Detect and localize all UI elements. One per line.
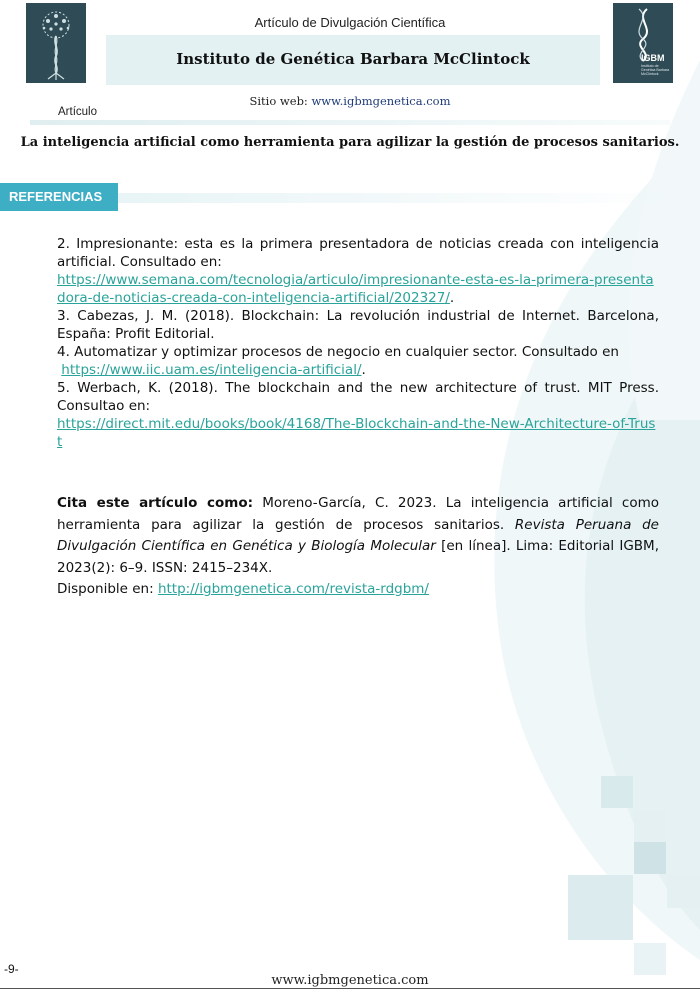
header-divider <box>30 120 670 125</box>
reference-after: . <box>361 362 366 378</box>
right-logo-subtext: Instituto de Genética Barbara McClintock <box>641 64 670 76</box>
citation-available-label: Disponible en: <box>57 581 158 597</box>
reference-item <box>57 235 659 307</box>
citation-text-2: [en línea]. Lima: Editorial IGBM, 2023(2): 6–9. ISSN: 2415–234X. <box>57 538 659 576</box>
section-label-references: REFERENCIAS <box>0 183 118 211</box>
reference-item <box>57 307 659 343</box>
website-link[interactable]: www.igbmgenetica.com <box>311 94 451 108</box>
page-number: -9- <box>4 962 19 976</box>
citation-text-1: Moreno-García, C. 2023. La inteligencia artificial como herramienta para agilizar la gestión de procesos sanitarios. <box>57 495 660 533</box>
article-title: La inteligencia artificial como herramienta para agilizar la gestión de procesos sanitarios. <box>20 135 680 150</box>
footer-divider <box>0 988 700 989</box>
reference-after: . <box>449 290 455 306</box>
reference-item <box>57 343 659 379</box>
reference-link[interactable]: https://www.iic.uam.es/inteligencia-artificial/ <box>61 362 362 378</box>
reference-text: 5. Werbach, K. (2018). The blockchain and the new architecture of trust. MIT Press. Consultao en: <box>57 380 659 414</box>
website-line <box>0 94 700 108</box>
institute-title: Instituto de Genética Barbara McClintock <box>176 50 530 68</box>
reference-text: 3. Cabezas, J. M. (2018). Blockchain: La revolución industrial de Internet. Barcelona, España: Profit Editorial. <box>57 308 659 342</box>
reference-text: 4. Automatizar y optimizar procesos de negocio en cualquier sector. Consultado en <box>57 344 619 360</box>
reference-text: 2. Impresionante: esta es la primera presentadora de noticias creada con inteligencia artificial. Consultado en: <box>57 236 659 270</box>
section-strip <box>118 193 700 203</box>
website-label: Sitio web: <box>249 94 312 108</box>
citation-block <box>57 493 659 601</box>
article-tag: Artículo <box>58 106 97 118</box>
reference-link[interactable]: https://www.semana.com/tecnologia/articulo/impresionante-esta-es-la-primera-presentadora-de-noticias-creada-con-inteligencia-artificial/202327/ <box>57 272 654 306</box>
citation-lead: Cita este artículo como: <box>57 495 254 511</box>
footer-url: www.igbmgenetica.com <box>271 973 429 988</box>
reference-item <box>57 379 659 451</box>
citation-journal: Revista Peruana de Divulgación Científica en Genética y Biología Molecular <box>57 516 659 554</box>
reference-link[interactable]: https://direct.mit.edu/books/book/4168/The-Blockchain-and-the-New-Architecture-of-Trust <box>57 416 656 450</box>
citation-link[interactable]: http://igbmgenetica.com/revista-rdgbm/ <box>157 581 429 597</box>
right-logo-text: IGBM <box>641 53 665 63</box>
top-caption: Artículo de Divulgación Científica <box>254 15 446 30</box>
references-list <box>57 235 659 451</box>
